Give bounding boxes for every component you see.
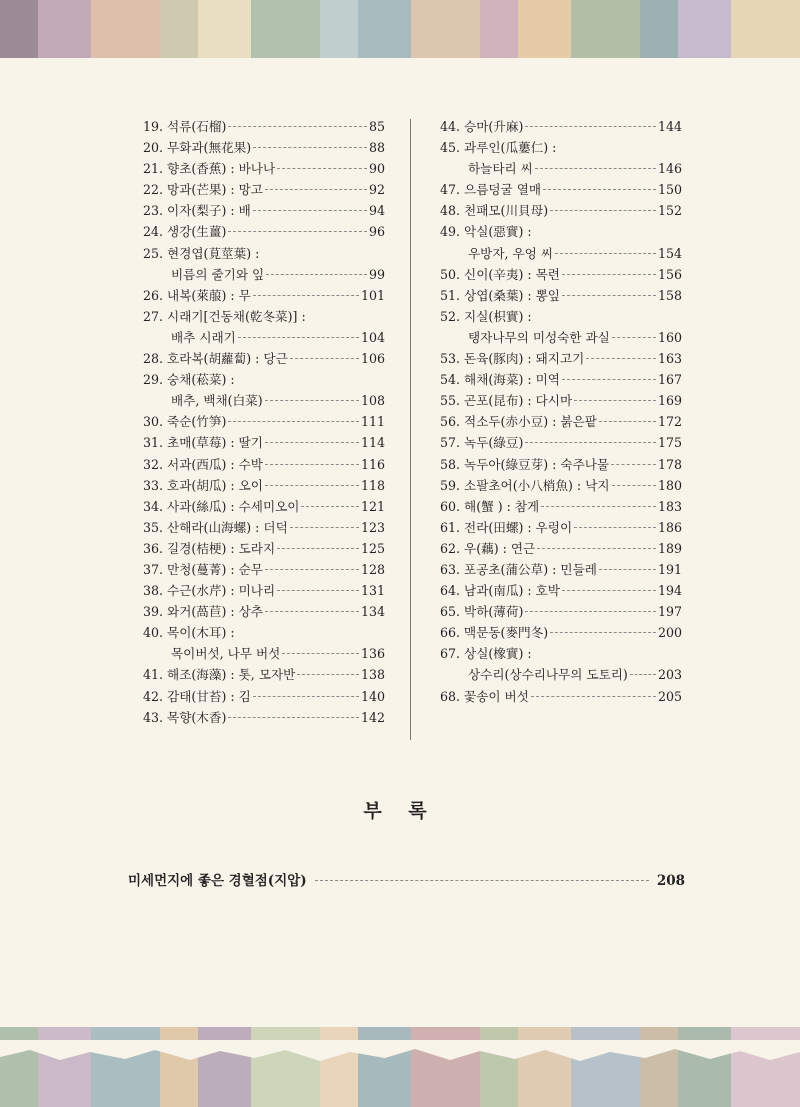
dot-leader	[265, 400, 359, 401]
dot-leader	[282, 653, 359, 654]
toc-entry-page: 191	[657, 561, 682, 577]
toc-entry	[143, 622, 385, 643]
toc-entry-number: 55.	[440, 393, 461, 409]
toc-entry-number: 47.	[440, 182, 461, 198]
dot-leader	[612, 337, 656, 338]
toc-entry-number: 29.	[143, 372, 164, 388]
dot-leader	[265, 464, 359, 465]
toc-entry-number: 52.	[440, 308, 461, 324]
toc-entry-page: 178	[657, 456, 682, 472]
toc-entry-number: 38.	[143, 583, 164, 599]
toc-entry[interactable]	[143, 285, 385, 306]
toc-entry-number: 59.	[440, 477, 461, 493]
toc-entry	[143, 369, 385, 390]
toc-entry[interactable]	[440, 517, 682, 538]
toc-entry-number: 63.	[440, 561, 461, 577]
toc-entry-page: 172	[657, 414, 682, 430]
dot-leader	[541, 506, 656, 507]
toc-entry-title: 목이버섯, 나무 버섯	[171, 646, 281, 662]
appendix-entry-text: 미세먼지에 좋은 경혈점(지압)	[128, 873, 307, 889]
dot-leader	[562, 590, 656, 591]
toc-entry[interactable]	[440, 285, 682, 306]
toc-entry-page: 175	[657, 435, 682, 451]
toc-entry[interactable]	[440, 622, 682, 643]
toc-entry-number: 24.	[143, 224, 164, 240]
toc-entry-title: 서과(西瓜) : 수박	[167, 456, 263, 472]
toc-entry-page: 134	[360, 604, 385, 620]
toc-entry[interactable]	[143, 559, 385, 580]
toc-entry-page: 158	[657, 287, 682, 303]
toc-entry-number: 40.	[143, 625, 164, 641]
toc-entry-title: 초매(草莓) : 딸기	[167, 435, 263, 451]
toc-entry-page: 128	[360, 561, 385, 577]
toc-entry[interactable]	[440, 369, 682, 390]
toc-entry-title: 이자(梨子) : 배	[167, 203, 251, 219]
toc-entry-title: 탱자나무의 미성숙한 과실	[468, 329, 610, 345]
toc-entry	[440, 306, 682, 327]
toc-entry[interactable]	[440, 179, 682, 200]
dot-leader	[555, 253, 656, 254]
dot-leader	[228, 231, 367, 232]
toc-entry-title: 산해라(山海螺) : 더덕	[167, 519, 288, 535]
toc-entry-page: 138	[360, 667, 385, 683]
toc-entry[interactable]	[440, 390, 682, 411]
toc-entry-page: 121	[360, 498, 385, 514]
toc-entry-page: 92	[368, 182, 385, 198]
toc-entry-title: 상엽(桑葉) : 뽕잎	[464, 287, 560, 303]
toc-entry[interactable]	[143, 707, 385, 728]
toc-entry-title: 곤포(昆布) : 다시마	[464, 393, 573, 409]
toc-entry-page: 114	[360, 435, 385, 451]
dot-leader	[301, 506, 358, 507]
toc-entry[interactable]	[143, 496, 385, 517]
toc-entry-title: 목향(木香)	[167, 709, 227, 725]
toc-entry[interactable]	[440, 686, 682, 707]
toc-entry-title: 녹두(綠豆)	[464, 435, 524, 451]
toc-entry-number: 25.	[143, 245, 164, 261]
toc-entry-title: 생강(生薑)	[167, 224, 227, 240]
toc-entry-page: 189	[657, 540, 682, 556]
toc-entry-number: 53.	[440, 351, 461, 367]
toc-entry-page: 183	[657, 498, 682, 514]
toc-entry-title: 해조(海藻) : 톳, 모자반	[167, 667, 296, 683]
toc-entry-title: 길경(桔梗) : 도라지	[167, 540, 276, 556]
toc-entry[interactable]	[143, 200, 385, 221]
dot-leader	[525, 126, 656, 127]
toc-entry-title: 악실(惡實) :	[464, 224, 532, 240]
toc-entry[interactable]	[143, 432, 385, 453]
toc-entry[interactable]	[440, 601, 682, 622]
toc-entry-page: 160	[657, 329, 682, 345]
toc-entry-page: 180	[657, 477, 682, 493]
toc-entry	[143, 306, 385, 327]
toc-entry-page: 90	[368, 161, 385, 177]
toc-entry-title: 배추 시래기	[171, 329, 236, 345]
toc-entry[interactable]	[143, 327, 385, 348]
toc-entry-title: 신이(辛夷) : 목련	[464, 266, 560, 282]
toc-entry-number: 61.	[440, 519, 461, 535]
toc-entry-number: 26.	[143, 287, 164, 303]
toc-entry-title: 박하(薄荷)	[464, 604, 524, 620]
dot-leader	[599, 569, 656, 570]
toc-entry-title: 상실(橡實) :	[464, 646, 532, 662]
toc-entry-title: 전라(田螺) : 우렁이	[464, 519, 573, 535]
toc-entry-page: 169	[657, 393, 682, 409]
toc-entry-page: 152	[657, 203, 682, 219]
toc-entry-number: 33.	[143, 477, 164, 493]
toc-entry-title: 우(藕) : 연근	[464, 540, 536, 556]
toc-entry-title: 돈육(豚肉) : 돼지고기	[464, 351, 585, 367]
toc-entry[interactable]	[143, 116, 385, 137]
toc-entry-number: 30.	[143, 414, 164, 430]
toc-right-column	[440, 116, 682, 707]
dot-leader	[265, 569, 359, 570]
toc-entry-page: 94	[368, 203, 385, 219]
toc-entry[interactable]	[143, 601, 385, 622]
toc-entry-page: 156	[657, 266, 682, 282]
toc-entry-title: 하늘타리 씨	[468, 161, 533, 177]
toc-entry-page: 85	[368, 119, 385, 134]
dot-leader	[535, 168, 656, 169]
toc-entry[interactable]	[143, 348, 385, 369]
toc-entry-page: 146	[657, 161, 682, 177]
toc-entry[interactable]	[440, 496, 682, 517]
toc-entry-title: 사과(絲瓜) : 수세미오이	[167, 498, 300, 514]
toc-entry-title: 배추, 백채(白菜)	[171, 393, 263, 409]
toc-entry-page: 150	[657, 182, 682, 198]
dot-leader	[253, 295, 359, 296]
toc-entry-number: 43.	[143, 709, 164, 725]
toc-entry-number: 19.	[143, 119, 164, 134]
dot-leader	[543, 189, 656, 190]
toc-entry[interactable]	[440, 538, 682, 559]
toc-entry-title: 내복(萊菔) : 무	[167, 287, 251, 303]
toc-entry-title: 상수리(상수리나무의 도토리)	[468, 667, 628, 683]
toc-entry	[440, 643, 682, 664]
dot-leader	[238, 337, 359, 338]
toc-entry[interactable]	[143, 221, 385, 242]
toc-entry[interactable]	[143, 158, 385, 179]
toc-entry-page: 88	[368, 140, 385, 156]
toc-entry-number: 49.	[440, 224, 461, 240]
toc-entry-number: 42.	[143, 688, 164, 704]
toc-entry-number: 50.	[440, 266, 461, 282]
toc-entry-number: 51.	[440, 287, 461, 303]
toc-entry-page: 154	[657, 245, 682, 261]
toc-entry[interactable]	[440, 116, 682, 137]
toc-entry-page: 163	[657, 351, 682, 367]
toc-entry-number: 54.	[440, 372, 461, 388]
toc-entry-title: 지실(枳實) :	[464, 308, 532, 324]
toc-entry-title: 으름덩굴 열매	[464, 182, 542, 198]
dot-leader	[531, 696, 656, 697]
torn-edge-top	[0, 56, 800, 86]
dot-leader	[630, 674, 656, 675]
toc-entry-page: 116	[360, 456, 385, 472]
toc-entry[interactable]	[143, 475, 385, 496]
toc-entry-title: 숭채(菘菜) :	[167, 372, 235, 388]
dot-leader	[574, 527, 656, 528]
toc-entry[interactable]	[440, 580, 682, 601]
toc-entry-title: 수근(水芹) : 미나리	[167, 583, 276, 599]
toc-entry-title: 승마(升麻)	[464, 119, 524, 134]
appendix-toc-entry[interactable]	[128, 869, 685, 889]
toc-entry-title: 망과(芒果) : 망고	[167, 182, 263, 198]
dot-leader	[228, 421, 359, 422]
dot-leader	[537, 548, 656, 549]
toc-entry-title: 무화과(無花果)	[167, 140, 252, 156]
toc-entry-page: 111	[360, 414, 385, 430]
toc-entry-number: 35.	[143, 519, 164, 535]
toc-entry-title: 죽순(竹笋)	[167, 414, 227, 430]
toc-entry-number: 36.	[143, 540, 164, 556]
toc-entry-page: 144	[657, 119, 682, 134]
toc-entry-title: 포공초(蒲公草) : 민들레	[464, 561, 597, 577]
dot-leader	[265, 611, 359, 612]
column-divider	[410, 119, 411, 740]
dot-leader	[265, 485, 359, 486]
toc-entry-title: 적소두(赤小豆) : 붉은팥	[464, 414, 597, 430]
toc-entry-page: 108	[360, 393, 385, 409]
dot-leader	[265, 442, 359, 443]
dot-leader	[253, 147, 367, 148]
dot-leader	[265, 189, 367, 190]
toc-entry-number: 20.	[143, 140, 164, 156]
toc-left-column	[143, 116, 385, 728]
dot-leader	[315, 880, 649, 881]
dot-leader	[550, 632, 656, 633]
toc-entry-number: 22.	[143, 182, 164, 198]
toc-entry[interactable]	[143, 137, 385, 158]
toc-entry[interactable]	[440, 411, 682, 432]
dot-leader	[574, 400, 656, 401]
dot-leader	[253, 210, 367, 211]
toc-entry-number: 31.	[143, 435, 164, 451]
toc-entry-title: 해채(海菜) : 미역	[464, 372, 560, 388]
toc-entry-number: 23.	[143, 203, 164, 219]
toc-entry-title: 남과(南瓜) : 호박	[464, 583, 560, 599]
appendix-heading: 부 록	[363, 800, 437, 822]
toc-entry-number: 34.	[143, 498, 164, 514]
toc-entry-page: 131	[360, 583, 385, 599]
toc-entry-number: 57.	[440, 435, 461, 451]
toc-entry[interactable]	[440, 559, 682, 580]
toc-entry-number: 41.	[143, 667, 164, 683]
toc-entry-title: 목이(木耳) :	[167, 625, 235, 641]
toc-entry-page: 186	[657, 519, 682, 535]
toc-entry-number: 45.	[440, 140, 461, 156]
toc-entry-page: 140	[360, 688, 385, 704]
toc-entry-number: 56.	[440, 414, 461, 430]
dot-leader	[562, 295, 656, 296]
toc-entry	[440, 137, 682, 158]
toc-entry-title: 우방자, 우엉 씨	[468, 245, 554, 261]
dot-leader	[586, 358, 656, 359]
toc-entry-number: 62.	[440, 540, 461, 556]
dot-leader	[525, 442, 656, 443]
toc-entry[interactable]	[143, 517, 385, 538]
toc-entry[interactable]	[440, 158, 682, 179]
toc-entry[interactable]	[440, 454, 682, 475]
toc-entry	[440, 221, 682, 242]
toc-entry[interactable]	[440, 200, 682, 221]
toc-entry-page: 205	[657, 688, 682, 704]
dot-leader	[277, 168, 367, 169]
toc-entry-page: 167	[657, 372, 682, 388]
toc-entry-page: 106	[360, 351, 385, 367]
dot-leader	[266, 274, 367, 275]
toc-entry[interactable]	[143, 686, 385, 707]
toc-entry-title: 비름의 줄기와 잎	[171, 266, 265, 282]
toc-entry[interactable]	[143, 390, 385, 411]
toc-entry-title: 만청(蔓菁) : 순무	[167, 561, 263, 577]
dot-leader	[612, 485, 656, 486]
toc-entry-title: 과루인(瓜蔞仁) :	[464, 140, 557, 156]
toc-entry-page: 200	[657, 625, 682, 641]
toc-entry-number: 32.	[143, 456, 164, 472]
appendix-entry-page: 208	[656, 873, 685, 889]
toc-entry-number: 67.	[440, 646, 461, 662]
dot-leader	[290, 527, 359, 528]
dot-leader	[611, 464, 656, 465]
toc-entry-page: 96	[368, 224, 385, 240]
dot-leader	[228, 717, 359, 718]
toc-entry-page: 101	[360, 287, 385, 303]
toc-entry-title: 소팔초어(小八梢魚) : 낙지	[464, 477, 610, 493]
toc-entry-page: 142	[360, 709, 385, 725]
toc-entry-number: 39.	[143, 604, 164, 620]
toc-entry[interactable]	[143, 454, 385, 475]
toc-entry-number: 48.	[440, 203, 461, 219]
dot-leader	[253, 696, 359, 697]
dot-leader	[297, 674, 359, 675]
toc-entry	[143, 243, 385, 264]
toc-entry-title: 와거(萵苣) : 상추	[167, 604, 263, 620]
toc-entry-page: 125	[360, 540, 385, 556]
toc-entry-number: 37.	[143, 561, 164, 577]
dot-leader	[277, 548, 359, 549]
dot-leader	[290, 358, 359, 359]
dot-leader	[228, 126, 367, 127]
toc-entry[interactable]	[440, 264, 682, 285]
toc-entry-title: 녹두아(綠豆芽) : 숙주나물	[464, 456, 610, 472]
toc-entry[interactable]	[143, 411, 385, 432]
toc-entry-page: 194	[657, 583, 682, 599]
dot-leader	[550, 210, 656, 211]
torn-edge-bottom	[0, 1040, 800, 1070]
dot-leader	[599, 421, 656, 422]
toc-entry[interactable]	[143, 264, 385, 285]
toc-entry-number: 60.	[440, 498, 461, 514]
toc-entry-title: 맥문동(麥門冬)	[464, 625, 549, 641]
dot-leader	[562, 379, 656, 380]
toc-entry-title: 호과(胡瓜) : 오이	[167, 477, 263, 493]
toc-entry-title: 시래기[건동채(乾冬菜)] :	[167, 308, 306, 324]
toc-entry-number: 66.	[440, 625, 461, 641]
toc-entry-page: 203	[657, 667, 682, 683]
dot-leader	[277, 590, 359, 591]
toc-entry-title: 석류(石榴)	[167, 119, 227, 134]
toc-entry-number: 58.	[440, 456, 461, 472]
toc-entry[interactable]	[143, 643, 385, 664]
toc-entry-page: 118	[360, 477, 385, 493]
toc-entry-title: 꽃송이 버섯	[464, 688, 529, 704]
toc-entry-page: 136	[360, 646, 385, 662]
toc-entry-number: 64.	[440, 583, 461, 599]
toc-entry-number: 68.	[440, 688, 461, 704]
toc-entry[interactable]	[143, 664, 385, 685]
toc-entry-page: 197	[657, 604, 682, 620]
toc-entry[interactable]	[143, 179, 385, 200]
toc-entry[interactable]	[440, 475, 682, 496]
toc-entry[interactable]	[440, 348, 682, 369]
toc-entry[interactable]	[440, 243, 682, 264]
dot-leader	[562, 274, 656, 275]
toc-entry-title: 향초(香蕉) : 바나나	[167, 161, 276, 177]
toc-entry[interactable]	[440, 432, 682, 453]
toc-entry-page: 123	[360, 519, 385, 535]
toc-entry[interactable]	[143, 538, 385, 559]
toc-entry-page: 104	[360, 329, 385, 345]
toc-entry[interactable]	[440, 664, 682, 685]
toc-entry[interactable]	[143, 580, 385, 601]
toc-entry-title: 천패모(川貝母)	[464, 203, 549, 219]
toc-entry-title: 호라복(胡蘿蔔) : 당근	[167, 351, 288, 367]
toc-entry-number: 27.	[143, 308, 164, 324]
toc-entry-title: 해(蟹 ) : 참게	[464, 498, 540, 514]
toc-entry-page: 99	[368, 266, 385, 282]
toc-entry-number: 44.	[440, 119, 461, 134]
dot-leader	[525, 611, 656, 612]
toc-entry-number: 65.	[440, 604, 461, 620]
toc-entry-title: 감태(甘苔) : 김	[167, 688, 251, 704]
toc-entry[interactable]	[440, 327, 682, 348]
toc-entry-number: 28.	[143, 351, 164, 367]
toc-entry-title: 현경엽(莧莖葉) :	[167, 245, 260, 261]
toc-entry-number: 21.	[143, 161, 164, 177]
